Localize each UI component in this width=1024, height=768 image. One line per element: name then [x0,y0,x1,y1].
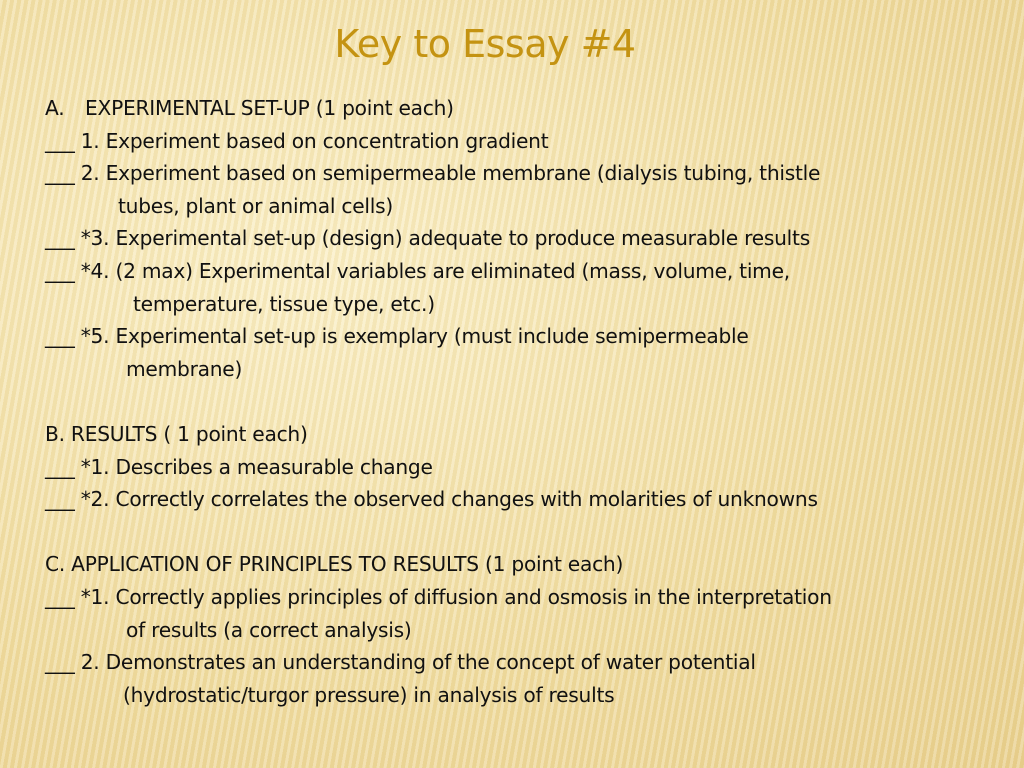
slide-title [0,22,1024,66]
spacer [45,516,1005,549]
slide-title-text: Key to Essay #4 [334,22,636,66]
spacer [45,385,1005,418]
section-a-heading [45,92,1005,125]
section-a-heading-text: EXPERIMENTAL SET-UP (1 point each) [85,96,454,120]
section-a-item-4-continued: temperature, tissue type, etc.) [133,291,435,316]
section-a-item-1: ___ 1. Experiment based on concentration gradient [45,128,549,153]
section-a-item-4: ___ *4. (2 max) Experimental variables are eliminated (mass, volume, time, [45,258,790,283]
section-b-item-1: ___ *1. Describes a measurable change [45,454,433,479]
section-a-item-2: ___ 2. Experiment based on semipermeable membrane (dialysis tubing, thistle [45,161,821,186]
section-a-item-3: ___ *3. Experimental set-up (design) adequate to produce measurable results [45,226,810,251]
section-c-item-1-continued: of results (a correct analysis) [126,617,412,642]
section-b-heading: B. RESULTS ( 1 point each) [45,421,308,446]
section-a-letter: A. [45,96,65,120]
slide-content [45,92,1005,711]
section-a-item-5-continued: membrane) [126,356,243,381]
section-a-item-2-continued: tubes, plant or animal cells) [118,193,394,218]
section-c-heading: C. APPLICATION OF PRINCIPLES TO RESULTS (1 point each) [45,552,624,577]
section-c-item-2: ___ 2. Demonstrates an understanding of the concept of water potential [45,650,756,675]
section-c-item-2-continued: (hydrostatic/turgor pressure) in analysis of results [123,682,615,707]
section-c-item-1: ___ *1. Correctly applies principles of diffusion and osmosis in the interpretation [45,584,832,609]
section-b-item-2: ___ *2. Correctly correlates the observed changes with molarities of unknowns [45,487,818,512]
section-a-item-5: ___ *5. Experimental set-up is exemplary (must include semipermeable [45,324,749,349]
